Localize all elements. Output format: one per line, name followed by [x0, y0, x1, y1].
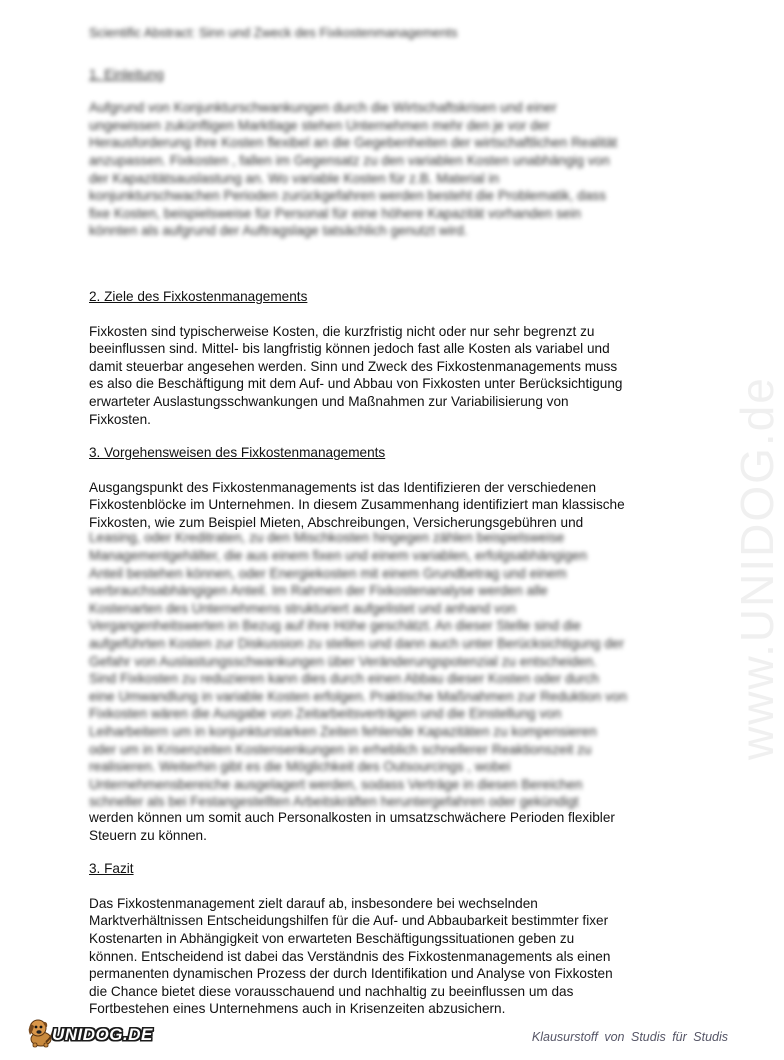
text-line: Fixkosten wären die Ausgabe von Zeitarbeitsverträgen und die Einstellung von — [89, 706, 562, 722]
section-paragraph — [89, 479, 689, 532]
text-line: fixe Kosten, beispielsweise für Personal für eine höhere Kapazität vorhanden sein — [89, 205, 581, 221]
text-line: Fortbestehen eines Unternehmens auch in Krisenzeiten abzusichern. — [89, 1001, 506, 1017]
section-heading: 3. Vorgehensweisen des Fixkostenmanagements — [89, 445, 386, 461]
text-line: oder um in Krisenzeiten Kostensenkungen in erheblich schnellerer Reaktionszeit zu — [89, 741, 592, 757]
text-line: Steuern zu können. — [89, 827, 207, 843]
section-introduction — [89, 66, 689, 240]
section-heading: 3. Fazit — [89, 861, 134, 877]
text-line: Marktverhältnissen Entscheidungshilfen für die Auf- und Abbaubarkeit bestimmter fixer — [89, 913, 609, 929]
section-heading: 2. Ziele des Fixkostenmanagements — [89, 288, 308, 304]
document-title: Scientific Abstract: Sinn und Zweck des Fixkostenmanagements — [89, 25, 458, 40]
text-line: die Chance bietet diese vorausschauend und nachhaltig zu beeinflussen um das — [89, 983, 574, 999]
text-line: der Kapazitätsauslastung an. Wo variable Kosten für z.B. Material in — [89, 170, 500, 186]
text-line: anzupassen. Fixkosten , fallen im Gegensatz zu den variablen Kosten unabhängig von — [89, 152, 610, 168]
text-line: ungewissen zukünftigen Marktlage stehen Unternehmen mehr den je vor der — [89, 117, 550, 133]
text-line: können. Entscheidend ist dabei das Verständnis des Fixkostenmanagements als einen — [89, 948, 611, 964]
logo-text: UNIDOG.DE — [52, 1025, 153, 1044]
text-line: könnten als aufgrund der Auftragslage tatsächlich genutzt wird. — [89, 223, 468, 239]
text-line: Sind Fixkosten zu reduzieren kann dies durch einen Abbau dieser Kosten oder durch — [89, 671, 600, 687]
text-line: aufgeführten Kosten zur Diskussion zu stellen und dann auch unter Berücksichtigung der — [89, 636, 625, 652]
section-paragraph — [89, 323, 689, 429]
blurred-paragraph — [89, 529, 689, 811]
text-line: Gefahr von Auslastungsschwankungen über Veränderungspotenzial zu entscheiden. — [89, 653, 597, 669]
footer-tagline: Klausurstoff von Studis für Studis — [531, 1030, 728, 1044]
text-line: permanenten dynamischen Prozess der durch Identifikation und Analyse von Fixkosten — [89, 966, 613, 982]
text-line: Anteil bestehen können, oder Energiekosten mit einem Grundbetrag und einem — [89, 565, 567, 581]
section-goals — [89, 288, 689, 428]
text-line: Leiharbeitern um in konjunkturstarken Zeiten fehlende Kapazitäten zu kompensieren — [89, 724, 597, 739]
text-line: Fixkosten. — [89, 411, 151, 427]
text-line: werden können um somit auch Personalkosten in umsatzschwächere Perioden flexibler — [89, 809, 615, 825]
section-heading: 1. Einleitung — [89, 66, 164, 82]
text-line: erwarteter Auslastungsschwankungen und Maßnahmen zur Variabilisierung von — [89, 393, 569, 409]
text-line: eine Umwandlung in variable Kosten erfolgen. Praktische Maßnahmen zur Reduktion von — [89, 688, 628, 704]
unidog-logo — [24, 1014, 153, 1050]
text-line: Ausgangspunkt des Fixkostenmanagements ist das Identifizieren der verschiedenen — [89, 479, 597, 495]
text-line: damit steuerbar angesehen werden. Sinn und Zweck des Fixkostenmanagements muss — [89, 358, 618, 374]
text-line: Kostenarten des Unternehmens strukturiert aufgelistet und anhand von — [89, 600, 516, 616]
section-approaches — [89, 444, 689, 844]
text-line: verbrauchsabhängigen Anteil. Im Rahmen der Fixkostenanalyse werden alle — [89, 583, 548, 599]
text-line: Kostenarten in Abhängigkeit von erwarteten Beschäftigungssituationen geben zu — [89, 930, 575, 946]
document-body — [89, 24, 689, 1018]
text-line: Fixkosten sind typischerweise Kosten, die kurzfristig nicht oder nur sehr begrenzt zu — [89, 323, 595, 339]
text-line: Managementgehälter, die aus einem fixen und einem variablen, erfolgsabhängigen — [89, 548, 588, 564]
text-line: schneller als bei Festangestellten Arbeitskräften heruntergefahren oder gekündigt — [89, 794, 579, 810]
text-line: es also die Beschäftigung mit dem Auf- und Abbau von Fixkosten unter Berücksichtigung — [89, 376, 623, 392]
section-paragraph-end — [89, 809, 689, 844]
text-line: Vergangenheitswerten in Bezug auf ihre Höhe geschätzt. An dieser Stelle sind die — [89, 618, 581, 634]
text-line: Leasing, oder Kreditraten, zu den Mischkosten hingegen zählen beispielsweise — [89, 530, 565, 546]
text-line: beeinflussen sind. Mittel- bis langfristig können jedoch fast alle Kosten als variabel und — [89, 341, 610, 357]
text-line: Fixkostenblöcke im Unternehmen. In diesem Zusammenhang identifiziert man klassische — [89, 497, 625, 513]
text-line: Unternehmensbereiche ausgelagert werden, sodass Verträge in diesen Bereichen — [89, 776, 583, 792]
text-line: realisieren. Weiterhin gibt es die Möglichkeit des Outsourcings , wobei — [89, 759, 511, 775]
watermark-text: www.UNIDOG.de — [731, 376, 783, 760]
section-conclusion — [89, 860, 689, 1018]
text-line: Aufgrund von Konjunkturschwankungen durch die Wirtschaftskrisen und einer — [89, 100, 557, 116]
section-paragraph — [89, 895, 689, 1018]
text-line: Herausforderung ihre Kosten flexibel an die Gegebenheiten der wirtschaftlichen Realität — [89, 135, 618, 151]
text-line: Fixkosten, wie zum Beispiel Mieten, Abschreibungen, Versicherungsgebühren und — [89, 514, 584, 530]
text-line: konjunkturschwachen Perioden zurückgefahren werden besteht die Problematik, dass — [89, 188, 606, 204]
text-line: Das Fixkostenmanagement zielt darauf ab, insbesondere bei wechselnden — [89, 895, 538, 911]
section-paragraph — [89, 99, 689, 240]
